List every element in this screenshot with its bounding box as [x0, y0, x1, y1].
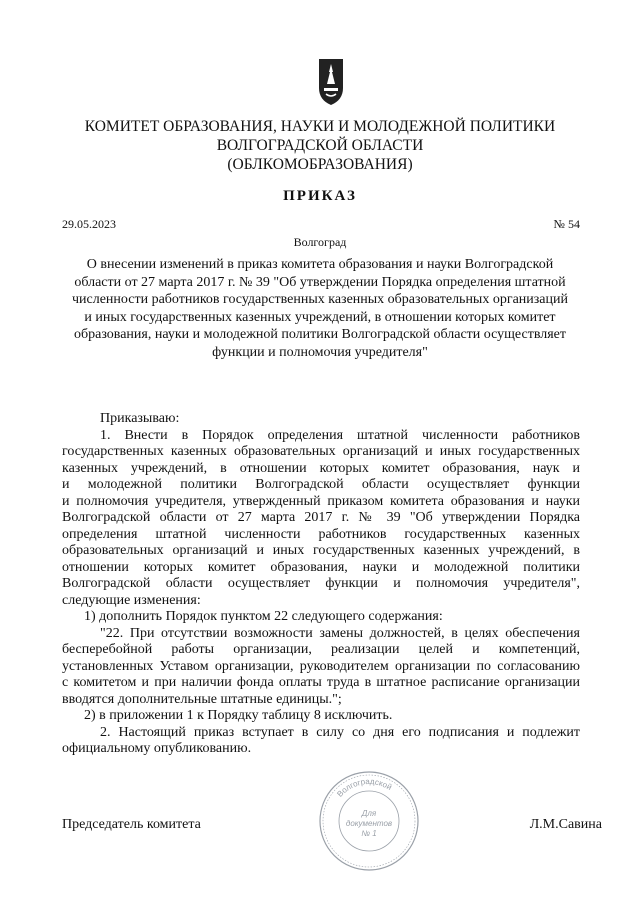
committee-name-line2: ВОЛГОГРАДСКОЙ ОБЛАСТИ — [216, 137, 424, 154]
body-line: установленных Уставом организации, руководителем организации по согласованию — [62, 658, 580, 674]
signatory-position: Председатель комитета — [62, 817, 201, 832]
document-date: 29.05.2023 — [62, 217, 116, 231]
body-line: с комитетом и при наличии фонда оплаты труда в штатное расписание организации — [62, 675, 580, 690]
body-line: 2. Настоящий приказ вступает в силу со дня его подписания и подлежит — [100, 724, 580, 740]
stamp-center-line2: документов — [345, 819, 393, 828]
committee-name-line1: КОМИТЕТ ОБРАЗОВАНИЯ, НАУКИ И МОЛОДЕЖНОЙ ПОЛИТИКИ — [84, 118, 556, 135]
body-line: образовательных организаций и иных государственных казенных учреждений, в — [62, 543, 580, 558]
subject-line: функции и полномочия учредителя" — [212, 344, 428, 360]
body-line: бесперебойной работы организации, реализации целей и компетенций, — [62, 642, 580, 657]
subject-line: и иных государственных казенных учреждений, в отношении которых комитет — [84, 309, 556, 325]
body-line: "22. При отсутствии возможности замены должностей, в целях обеспечения — [100, 625, 580, 641]
body-line: определения штатной численности работников государственных казенных — [62, 526, 580, 542]
body-line: государственных казенных образовательных организаций и иных государственных — [62, 444, 580, 459]
body-line: казенных учреждений, в отношении которых комитет образования, наук и — [62, 460, 580, 476]
body-line: и полномочия учредителя, утвержденный приказом комитета образования и науки — [62, 493, 580, 509]
order-word: Приказываю: — [100, 411, 180, 426]
body-line: 1. Внести в Порядок определения штатной численности работников — [100, 427, 580, 443]
body-line: вводятся дополнительные штатные единицы."; — [62, 691, 342, 707]
body-line: Волгоградской области от 27 марта 2017 г. № 39 "Об утверждении Порядка — [62, 510, 580, 525]
stamp-center-line3: № 1 — [361, 829, 377, 838]
subject-line: О внесении изменений в приказ комитета образования и науки Волгоградской — [86, 257, 554, 272]
stamp-center-line1: Для — [361, 809, 377, 818]
subject-line: области от 27 марта 2017 г. № 39 "Об утверждении Порядка определения штатной — [74, 274, 566, 290]
body-line: и молодежной политики Волгоградской области осуществляет функции — [62, 477, 580, 492]
document-title: ПРИКАЗ — [283, 188, 357, 204]
signatory-name: Л.М.Савина — [529, 817, 602, 832]
order-subject — [60, 256, 580, 361]
document-city: Волгоград — [293, 235, 347, 249]
body-line: следующие изменения: — [62, 592, 201, 608]
body-line: Волгоградской области осуществляет функции и полномочия учредителя", — [62, 576, 580, 591]
official-stamp — [318, 770, 420, 872]
coat-of-arms-emblem — [318, 58, 344, 106]
body-line: отношении которых комитет образования, науки и молодежной политики — [62, 559, 580, 575]
document-number: № 54 — [553, 217, 580, 231]
committee-abbreviation: (ОБЛКОМОБРАЗОВАНИЯ) — [227, 156, 413, 173]
body-line: официальному опубликованию. — [62, 741, 252, 756]
subject-line: численности работников государственных казенных образовательных организаций — [71, 292, 568, 307]
order-body — [62, 411, 580, 758]
sub-item-1: 1) дополнить Порядок пунктом 22 следующего содержания: — [84, 609, 443, 624]
subject-line: образования, науки и молодежной политики Волгоградской области осуществляет — [73, 327, 567, 342]
sub-item-2: 2) в приложении 1 к Порядку таблицу 8 исключить. — [84, 708, 393, 723]
stamp-ring-text: Волгоградской — [335, 776, 394, 799]
